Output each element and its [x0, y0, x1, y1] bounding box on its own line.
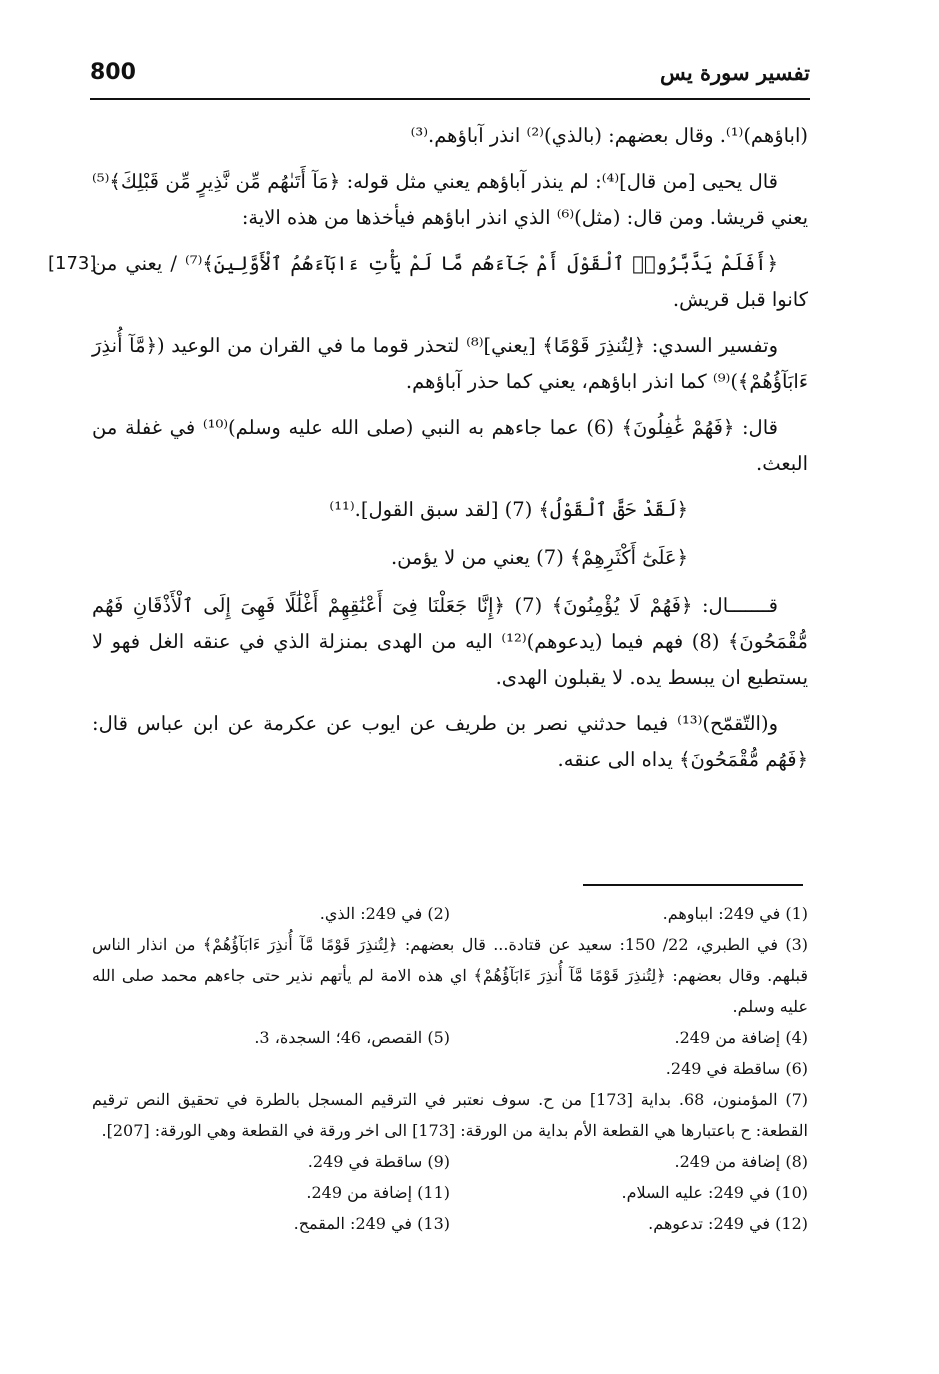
- paragraph-3-container: [48, 246, 808, 318]
- paragraph-7: ﴿عَلَىٰٓ أَكْثَرِهِمْ﴾ (7) يعني من لا يؤمن.: [390, 546, 688, 569]
- footnote-row: [92, 1146, 808, 1177]
- paragraph-6: ﴿لَقَدْ حَقَّ ٱلْقَوْلُ﴾ (7) [لقد سبق القول].⁽¹¹⁾: [329, 498, 688, 521]
- footnote-8: (8) إضافة من 249.: [674, 1152, 808, 1171]
- paragraph-8: قـــــــال: ﴿فَهُمْ لَا يُؤْمِنُونَ﴾ (7) ﴿إِنَّا جَعَلْنَا فِىٓ أَعْنَٰقِهِمْ أَغْلَٰلًا فَهِىَ إِلَى ٱلْأَذْقَانِ فَهُم مُّقْمَحُونَ﴾ (8) فهم فيما (يدعوهم)⁽¹²⁾ اليه من الهدى بمنزلة الذي في عنقه الغل فهو لا يستطيع ان يبسط يده. لا يقبلون الهدى.: [92, 594, 808, 689]
- footnote-1: (1) في 249: ابباوهم.: [662, 904, 808, 923]
- footnote-row: [92, 1022, 808, 1053]
- footnote-10: (10) في 249: عليه السلام.: [621, 1183, 808, 1202]
- footnote-3: (3) في الطبري، 22/ 150: سعيد عن قتادة... قال بعضهم: ﴿لِتُنذِرَ قَوْمًا مَّآ أُنذِرَ ءَابَآؤُهُمْ﴾ من انذار الناس قبلهم. وقال بعضهم: ﴿لِتُنذِرَ قَوْمًا مَّآ أُنذِرَ ءَابَآؤُهُمْ﴾ اي هذه الامة لم يأتهم نذير حتى جاءهم محمد صلى الله عليه وسلم.: [92, 935, 808, 1016]
- footnote-2: (2) في 249: الذي.: [319, 904, 450, 923]
- footnote-row: [92, 898, 808, 929]
- margin-folio-marker: [173]: [48, 253, 97, 274]
- footnote-13: (13) في 249: المقمح.: [293, 1214, 450, 1233]
- footnotes: [92, 898, 808, 1239]
- paragraph-1: (اباؤهم)⁽¹⁾. وقال بعضهم: (بالذي)⁽²⁾ انذر آباؤهم.⁽³⁾: [410, 124, 808, 147]
- footnote-11: (11) إضافة من 249.: [306, 1183, 450, 1202]
- footnote-divider: [583, 884, 803, 886]
- footnote-5: (5) القصص، 46؛ السجدة، 3.: [254, 1028, 450, 1047]
- paragraph-3: ﴿أَفَلَمْ يَدَّبَّرُوا۟ ٱلْقَوْلَ أَمْ جَآءَهُم مَّا لَمْ يَأْتِ ءَابَآءَهُمُ ٱلْأَوَّلِينَ﴾⁽⁷⁾ / يعني من كانوا قبل قريش.: [92, 252, 808, 311]
- paragraph-4: وتفسير السدي: ﴿لِتُنذِرَ قَوْمًا﴾ [يعني]⁽⁸⁾ لتحذر قوما ما في القران من الوعيد (﴿مَّآ أُنذِرَ ءَابَآؤُهُمْ﴾)⁽⁹⁾ كما انذر اباؤهم، يعني كما حذر آباؤهم.: [92, 334, 808, 393]
- footnote-row: [92, 1177, 808, 1208]
- footnote-7: (7) المؤمنون، 68. بداية [173] من ح. سوف نعتبر في الترقيم المسجل بالطرة في تحقيق النص ترقيم القطعة: ح باعتبارها هي القطعة الأم بداية من الورقة: [173] الى اخر ورقة في القطعة وهي الورقة: [207].: [92, 1090, 809, 1140]
- paragraph-2: قال يحيى [من قال]⁽⁴⁾: لم ينذر آباؤهم يعني مثل قوله: ﴿مَآ أَتَىٰهُم مِّن نَّذِيرٍ مِّن قَبْلِكَ﴾⁽⁵⁾ يعني قريشا. ومن قال: (مثل)⁽⁶⁾ الذي انذر اباؤهم فيأخذها من هذه الاية:: [92, 170, 808, 229]
- running-title: تفسير سورة يس: [660, 60, 810, 85]
- footnote-row: [92, 1208, 808, 1239]
- page-header: [90, 58, 810, 100]
- footnote-6: (6) ساقطة في 249.: [665, 1059, 808, 1078]
- footnote-4: (4) إضافة من 249.: [674, 1028, 808, 1047]
- paragraph-5: قال: ﴿فَهُمْ غَٰفِلُونَ﴾ (6) عما جاءهم به النبي (صلى الله عليه وسلم)⁽¹⁰⁾ في غفلة من البعث.: [92, 416, 808, 475]
- footnote-12: (12) في 249: تدعوهم.: [648, 1214, 808, 1233]
- footnote-9: (9) ساقطة في 249.: [307, 1152, 450, 1171]
- main-text: [48, 118, 808, 788]
- page-number: 800: [90, 60, 136, 85]
- paragraph-9: و(التّقمّح)⁽¹³⁾ فيما حدثني نصر بن طريف عن ايوب عن عكرمة عن ابن عباس قال: ﴿فَهُم مُّقْمَحُونَ﴾ يداه الى عنقه.: [92, 712, 808, 771]
